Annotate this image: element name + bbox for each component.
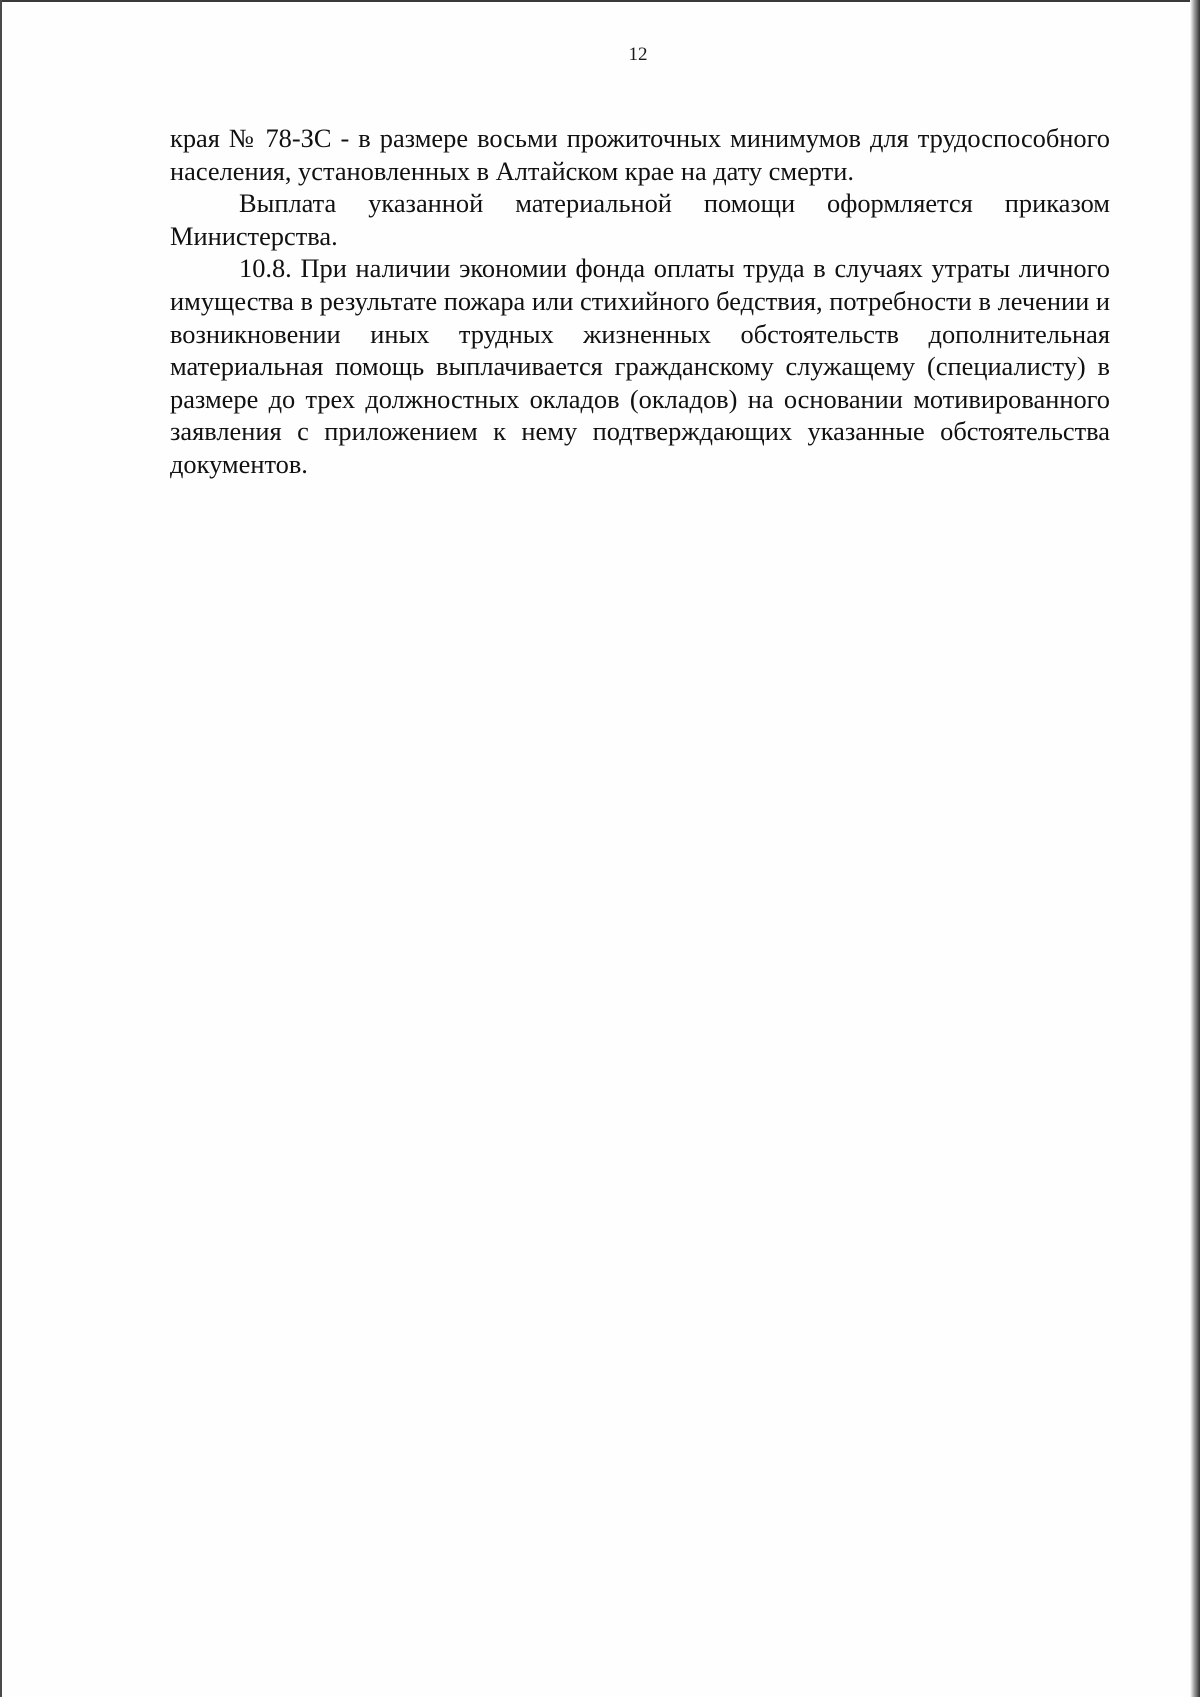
paragraph-10-8: 10.8. При наличии экономии фонда оплаты труда в случаях утраты личного имущества в результате пожара или стихийного бедствия, потребности в лечении и возникновении иных трудных жизненных обстоятельств дополнительная материальная помощь выплачивается гражданскому служащему (специалисту) в размере до трех должностных окладов (окладов) на основании мотивированного заявления с приложением к нему подтверждающих указанные обстоятельства документов.	[170, 253, 1110, 479]
paragraph-payment-order: Выплата указанной материальной помощи оформляется приказом Министерства.	[170, 188, 1110, 251]
scan-edge-left	[0, 0, 2, 1697]
document-body	[170, 122, 1110, 481]
scan-edge-top	[0, 0, 1200, 2]
page-number: 12	[628, 44, 648, 65]
paragraph-continuation: края № 78-ЗС - в размере восьми прожиточных минимумов для трудоспособного населения, установленных в Алтайском крае на дату смерти.	[170, 123, 1110, 186]
scan-edge-right	[1190, 0, 1200, 1697]
